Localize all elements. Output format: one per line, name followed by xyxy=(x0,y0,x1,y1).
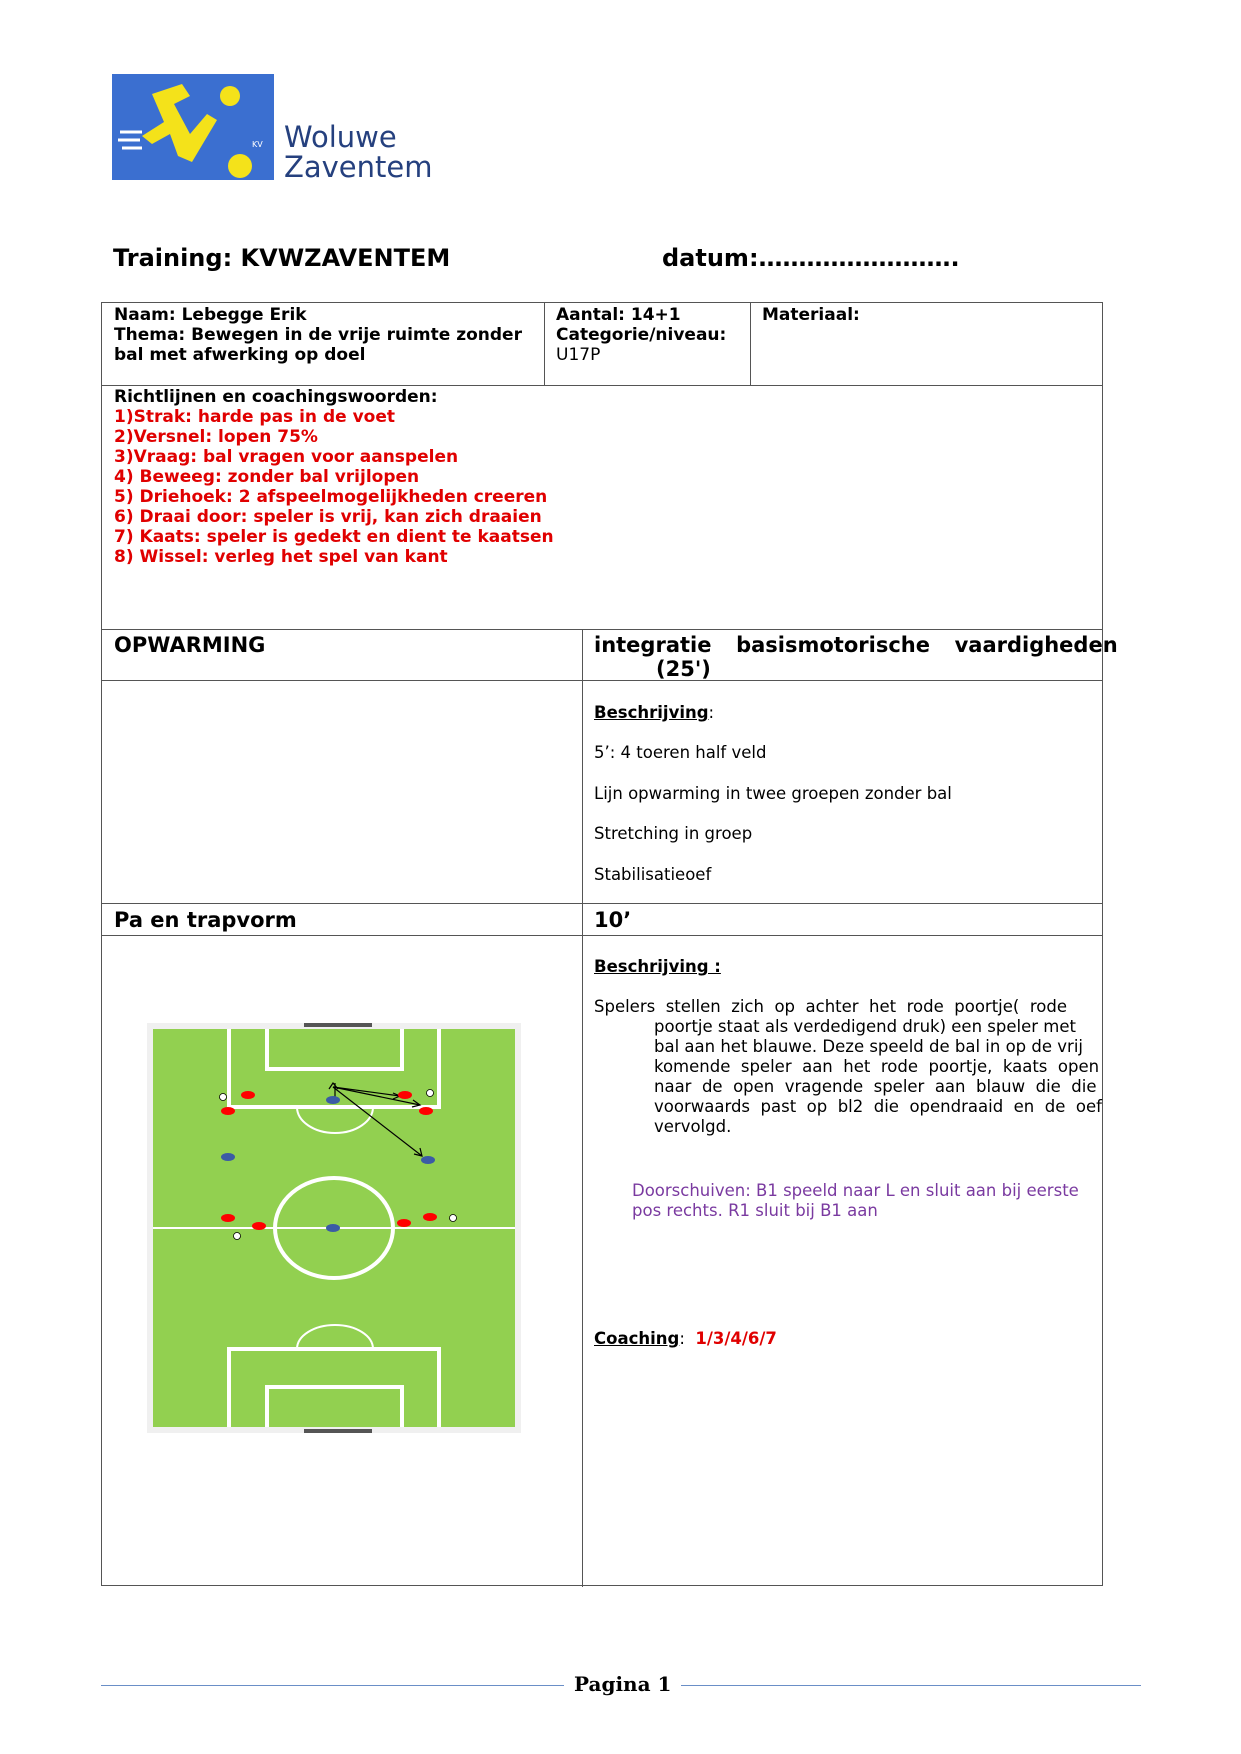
col-divider xyxy=(582,629,583,1587)
beschrijving-label-text: Beschrijving xyxy=(594,703,709,722)
football-pitch xyxy=(147,1023,521,1433)
info-aantal xyxy=(556,305,746,365)
opwarming-line: Lijn opwarming in twee groepen zonder bal xyxy=(594,784,952,803)
pa-desc-line: poortje staat als verdedigend druk) een speler met xyxy=(654,1017,1076,1036)
richtlijn-item: 6) Draai door: speler is vrij, kan zich draaien xyxy=(114,507,542,527)
pa-title: Pa en trapvorm xyxy=(114,908,297,932)
row-divider xyxy=(102,385,1102,386)
naam-text: Naam: Lebegge Erik xyxy=(114,305,307,325)
coaching-row xyxy=(594,1329,777,1349)
richtlijn-item: 7) Kaats: speler is gedekt en dient te kaatsen xyxy=(114,527,554,547)
richtlijn-item: 5) Driehoek: 2 afspeelmogelijkheden creeren xyxy=(114,487,548,507)
richtlijnen-title: Richtlijnen en coachingswoorden: xyxy=(114,387,438,407)
pa-desc-line: voorwaards past op bl2 die opendraaid en de oef xyxy=(654,1097,1102,1116)
niveau-text: U17P xyxy=(556,345,601,365)
materiaal-text: Materiaal: xyxy=(762,305,860,325)
col-divider xyxy=(544,303,545,385)
pa-beschrijving-text: Beschrijving : xyxy=(594,957,721,976)
info-naam-thema xyxy=(114,305,534,365)
richtlijn-item: 8) Wissel: verleg het spel van kant xyxy=(114,547,448,567)
page-number: Pagina 1 xyxy=(574,1672,672,1696)
coaching-value: 1/3/4/6/7 xyxy=(695,1329,777,1348)
pitch-diagram xyxy=(147,1023,521,1437)
subtitle-line1-text: integratie basismotorische vaardigheden xyxy=(594,633,1118,657)
pa-description xyxy=(594,997,1102,1137)
opwarming-line: Stretching in groep xyxy=(594,824,753,843)
row-divider xyxy=(102,935,1102,936)
logo-player-icon xyxy=(112,74,274,180)
thema-text: Thema: Bewegen in de vrije ruimte zonder bal met afwerking op doel xyxy=(114,325,522,365)
aantal-text: Aantal: 14+1 xyxy=(556,305,681,325)
doorschuiven-block xyxy=(632,1181,1094,1221)
categorie-text: Categorie/niveau: xyxy=(556,325,727,345)
datum-label: datum:……………………. xyxy=(662,244,960,272)
opwarming-beschrijving-label xyxy=(594,703,714,723)
richtlijn-item: 2)Versnel: lopen 75% xyxy=(114,427,318,447)
richtlijn-item: 4) Beweeg: zonder bal vrijlopen xyxy=(114,467,420,487)
pa-desc-line: komende speler aan het rode poortje, kaats open xyxy=(654,1057,1100,1076)
coaching-colon: : xyxy=(679,1329,685,1348)
doorschuiven-line: Doorschuiven: B1 speeld naar L en sluit aan bij eerste xyxy=(632,1181,1079,1200)
pa-beschrijving-label xyxy=(594,957,721,977)
logo-line1: Woluwe xyxy=(284,120,397,154)
opwarming-subtitle xyxy=(594,633,1118,681)
logo-line2: Zaventem xyxy=(284,150,433,184)
doorschuiven-line: pos rechts. R1 sluit bij B1 aan xyxy=(632,1201,878,1220)
pa-desc-line: bal aan het blauwe. Deze speeld de bal in op de vrij xyxy=(654,1037,1083,1056)
pa-desc-line: vervolgd. xyxy=(654,1117,732,1136)
club-logo xyxy=(112,74,492,184)
footer-rule-right xyxy=(681,1685,1141,1686)
richtlijn-item: 1)Strak: harde pas in de voet xyxy=(114,407,395,427)
col-divider xyxy=(750,303,751,385)
pa-desc-line: naar de open vragende speler aan blauw die die xyxy=(654,1077,1097,1096)
opwarming-line: Stabilisatieoef xyxy=(594,865,712,884)
logo-badge xyxy=(112,74,274,180)
logo-text xyxy=(284,122,432,182)
beschrijving-colon: : xyxy=(708,703,715,722)
opwarming-subtitle-line2: (25') xyxy=(656,657,711,681)
coaching-label: Coaching xyxy=(594,1329,680,1348)
logo-kv-text: KV xyxy=(252,140,263,149)
opwarming-title: OPWARMING xyxy=(114,633,266,657)
opwarming-line: 5’: 4 toeren half veld xyxy=(594,743,767,762)
row-divider xyxy=(102,903,1102,904)
richtlijn-item: 3)Vraag: bal vragen voor aanspelen xyxy=(114,447,459,467)
richtlijnen-block xyxy=(114,387,1014,567)
pa-desc-line: Spelers stellen zich op achter het rode poortje( rode xyxy=(594,997,1067,1016)
training-sheet xyxy=(101,302,1118,1586)
opwarming-subtitle-line1 xyxy=(594,633,1118,657)
footer-rule-left xyxy=(101,1685,564,1686)
row-divider xyxy=(102,629,1102,630)
training-title: Training: KVWZAVENTEM xyxy=(113,244,451,272)
pa-duration: 10’ xyxy=(594,908,632,932)
